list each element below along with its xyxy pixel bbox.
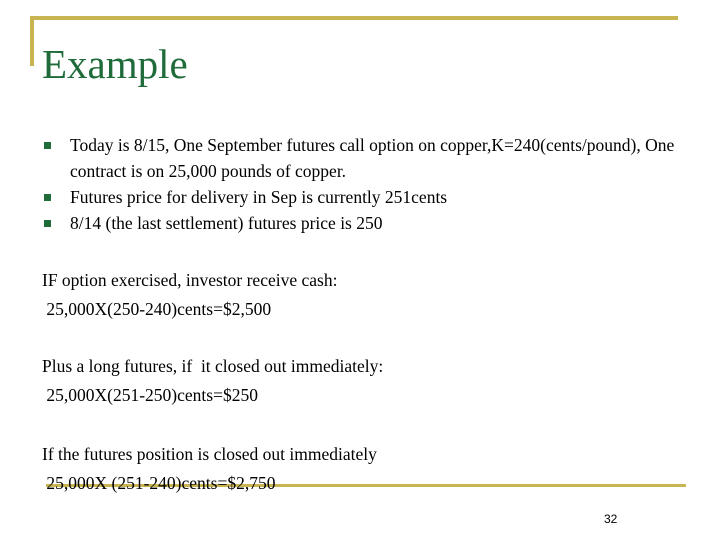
page-number: 32 xyxy=(604,512,618,526)
bullet-text: 8/14 (the last settlement) futures price is 250 xyxy=(70,213,383,233)
cash-paragraph xyxy=(42,266,337,324)
square-bullet-icon xyxy=(44,194,51,201)
paragraph-line: 25,000X(251-250)cents=$250 xyxy=(42,385,258,405)
total-paragraph xyxy=(42,440,377,498)
paragraph-line: IF option exercised, investor receive cash: xyxy=(42,270,338,290)
paragraph-line: 25,000X(250-240)cents=$2,500 xyxy=(42,299,272,319)
slide-title: Example xyxy=(42,41,188,87)
paragraph-line: 25,000X (251-240)cents=$2,750 xyxy=(42,473,276,493)
frame-top-line xyxy=(30,16,678,20)
square-bullet-icon xyxy=(44,142,51,149)
frame-left-line xyxy=(30,16,34,66)
paragraph-line: Plus a long futures, if it closed out immediately: xyxy=(42,356,384,376)
bullet-item xyxy=(42,184,690,210)
paragraph-line: If the futures position is closed out immediately xyxy=(42,444,377,464)
square-bullet-icon xyxy=(44,220,51,227)
bullet-text: Futures price for delivery in Sep is currently 251cents xyxy=(70,187,448,207)
bullet-list xyxy=(42,132,690,236)
futures-paragraph xyxy=(42,352,383,410)
bullet-text: Today is 8/15, One September futures call option on copper,K=240(cents/pound), One contract is on 25,000 pounds of copper. xyxy=(70,135,675,181)
bullet-item xyxy=(42,210,690,236)
bullet-item xyxy=(42,132,690,184)
